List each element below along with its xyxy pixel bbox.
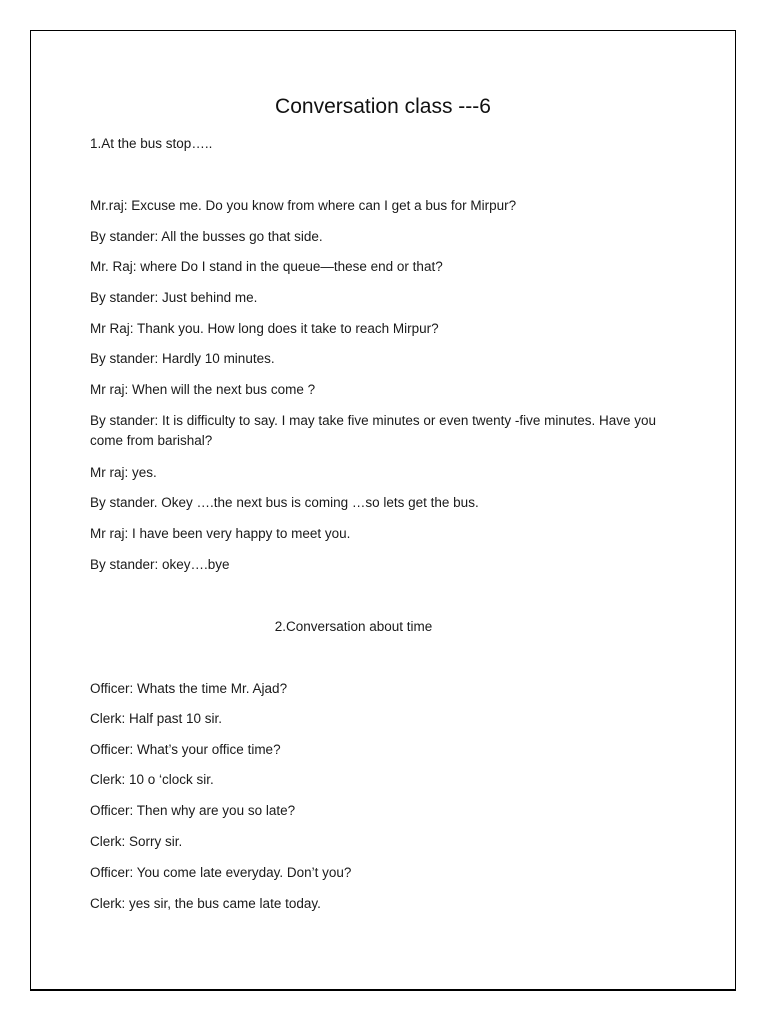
- dialogue-line: Officer: Whats the time Mr. Ajad?: [90, 681, 288, 696]
- dialogue-line: Mr.raj: Excuse me. Do you know from where can I get a bus for Mirpur?: [90, 198, 517, 213]
- document-page: [30, 30, 736, 991]
- dialogue-line: Mr raj: I have been very happy to meet you.: [90, 526, 351, 541]
- dialogue-line: By stander. Okey ….the next bus is coming …so lets get the bus.: [90, 495, 479, 510]
- dialogue-line: Mr Raj: Thank you. How long does it take to reach Mirpur?: [90, 321, 439, 336]
- dialogue-line: Clerk: Sorry sir.: [90, 834, 183, 849]
- dialogue-line: Clerk: yes sir, the bus came late today.: [90, 896, 321, 911]
- dialogue-line: Mr raj: yes.: [90, 465, 157, 480]
- dialogue-line: Clerk: 10 o ‘clock sir.: [90, 772, 214, 787]
- dialogue-line: Clerk: Half past 10 sir.: [90, 711, 223, 726]
- dialogue-line: By stander: Just behind me.: [90, 290, 258, 305]
- section1-heading: 1.At the bus stop…..: [90, 136, 213, 151]
- dialogue-line: By stander: It is difficulty to say. I may take five minutes or even twenty -five minutes. Have you come from barishal?: [90, 413, 656, 448]
- document-title: Conversation class ---6: [275, 95, 491, 118]
- section2-heading: 2.Conversation about time: [274, 619, 433, 634]
- dialogue-line: Officer: You come late everyday. Don’t you?: [90, 865, 352, 880]
- dialogue-line: Officer: What’s your office time?: [90, 742, 281, 757]
- dialogue-line: By stander: Hardly 10 minutes.: [90, 351, 275, 366]
- dialogue-line: Mr raj: When will the next bus come ?: [90, 382, 316, 397]
- dialogue-line: Mr. Raj: where Do I stand in the queue—these end or that?: [90, 259, 443, 274]
- dialogue-line: By stander: All the busses go that side.: [90, 229, 323, 244]
- dialogue-line: By stander: okey….bye: [90, 557, 230, 572]
- dialogue-line: Officer: Then why are you so late?: [90, 803, 296, 818]
